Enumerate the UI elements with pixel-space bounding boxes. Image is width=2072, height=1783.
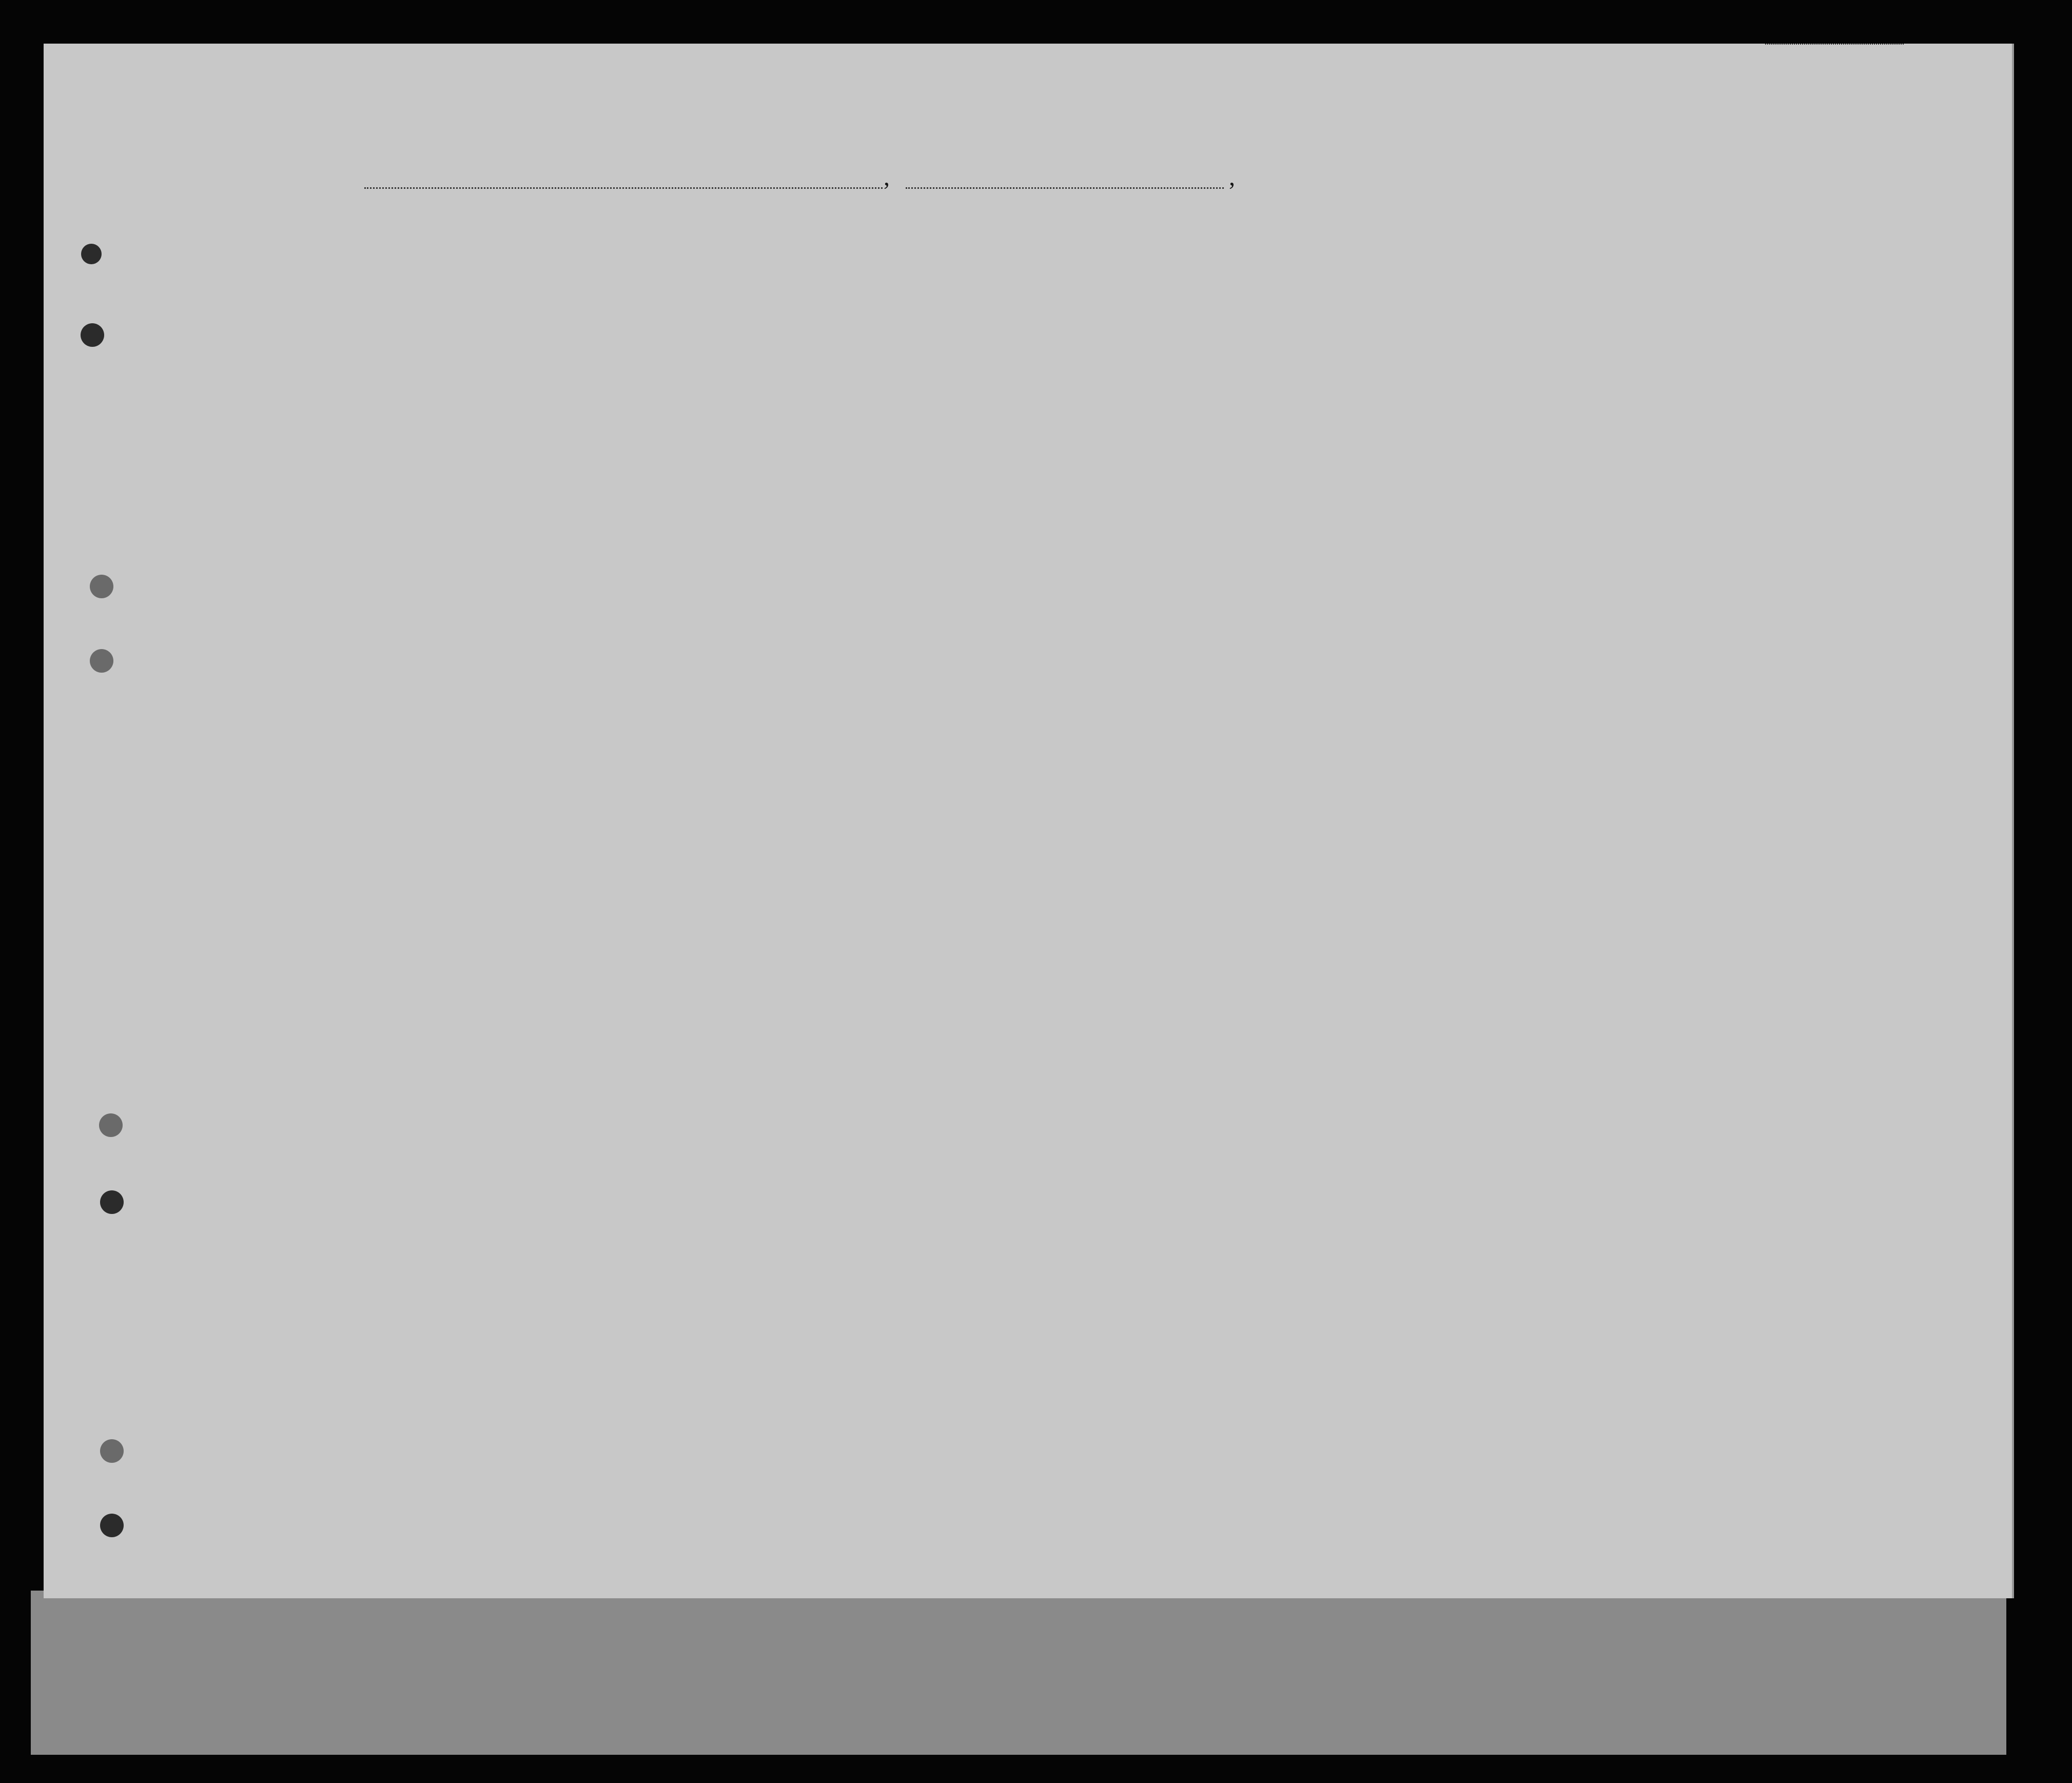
punch-hole	[100, 1514, 124, 1537]
port-line	[364, 187, 883, 189]
date-line	[906, 187, 1224, 189]
punch-hole	[81, 244, 102, 264]
punch-hole	[100, 1190, 124, 1214]
punch-hole	[90, 575, 113, 598]
punch-hole	[90, 649, 113, 673]
list-number-line	[1765, 44, 1904, 45]
punch-hole	[81, 323, 104, 347]
punch-hole	[100, 1439, 124, 1463]
punch-hole	[99, 1113, 123, 1137]
